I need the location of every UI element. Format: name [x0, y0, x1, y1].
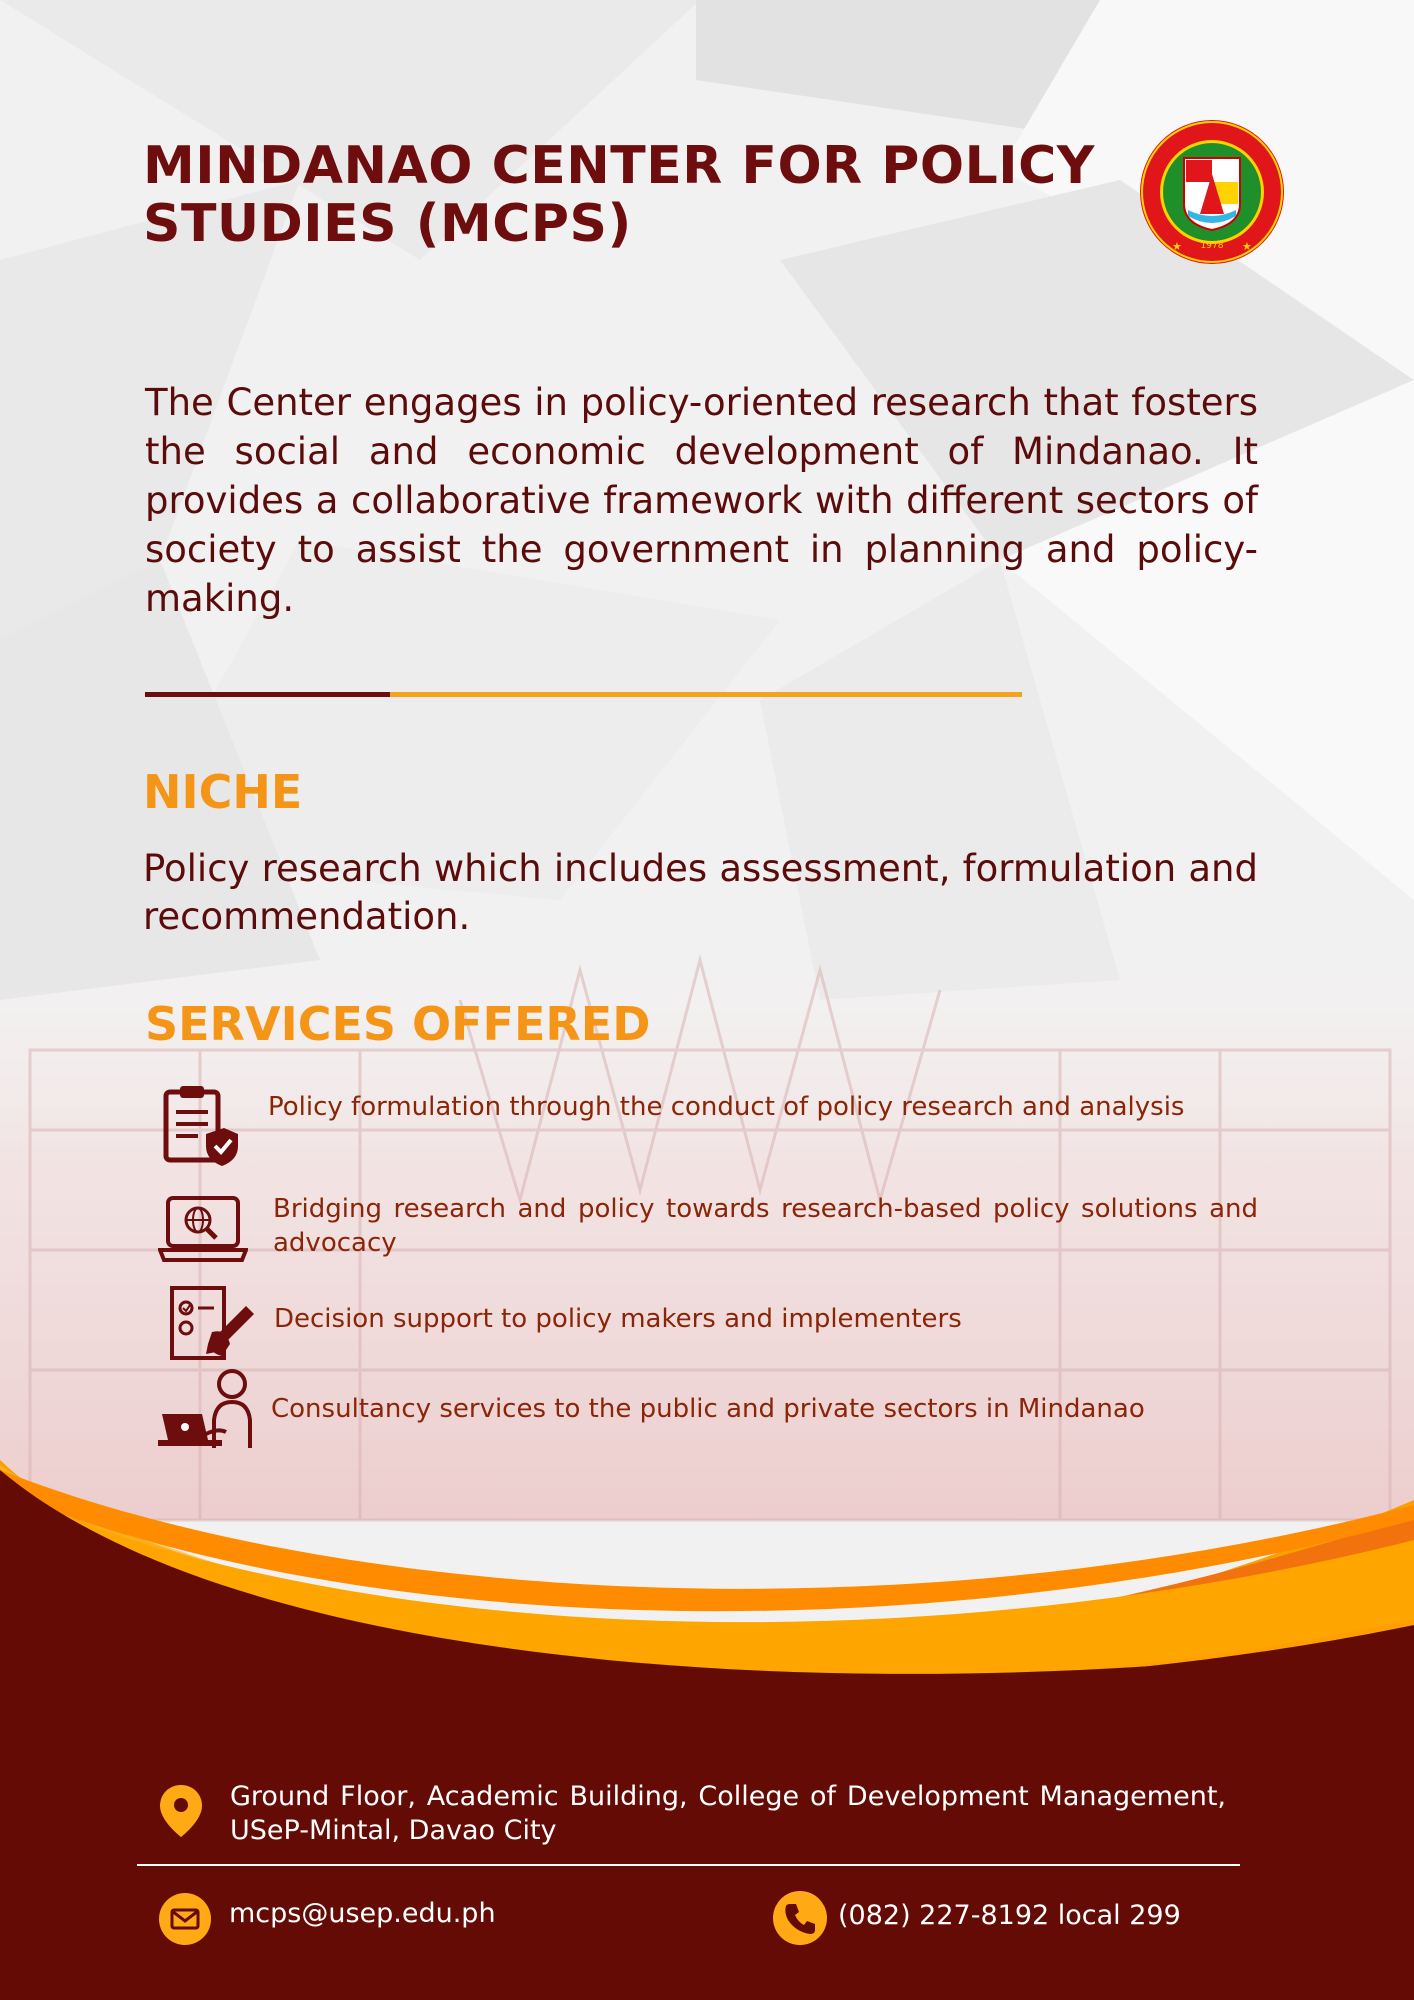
service-item	[0, 1368, 1414, 1452]
intro-paragraph: The Center engages in policy-oriented research that fosters the social and economic development of Mindanao. It provides a collaborative framework with different sectors of society to assist the government in planning and policy-making.	[145, 381, 1258, 620]
phone-icon	[772, 1890, 828, 1946]
footer-phone[interactable]: (082) 227-8192 local 299	[838, 1900, 1181, 1931]
service-text: Policy formulation through the conduct of policy research and analysis	[268, 1092, 1185, 1122]
location-pin-icon	[158, 1783, 204, 1839]
services-heading: SERVICES OFFERED	[145, 997, 651, 1051]
university-seal-icon	[1138, 118, 1286, 266]
seal-year: 1978	[1200, 241, 1224, 251]
consultant-laptop-icon	[156, 1368, 256, 1452]
service-text: Bridging research and policy towards research-based policy solutions and advocacy	[273, 1194, 1258, 1258]
email-icon	[158, 1892, 212, 1946]
svg-text:★: ★	[1172, 240, 1182, 253]
service-item	[0, 1188, 1414, 1278]
niche-text: Policy research which includes assessment, formulation and recommendation.	[143, 847, 1258, 938]
footer-email[interactable]: mcps@usep.edu.ph	[229, 1898, 496, 1929]
svg-text:★: ★	[1242, 240, 1252, 253]
footer-address: Ground Floor, Academic Building, College of Development Management, USeP-Mintal, Davao City	[230, 1781, 1226, 1846]
footer-divider	[137, 1864, 1240, 1866]
service-item	[0, 1282, 1414, 1366]
checklist-pen-icon	[168, 1284, 258, 1364]
clipboard-check-icon	[158, 1084, 242, 1168]
service-text: Decision support to policy makers and implementers	[274, 1304, 962, 1334]
page-title: MINDANAO CENTER FOR POLICY STUDIES (MCPS)	[143, 136, 1095, 254]
laptop-globe-search-icon	[158, 1194, 248, 1264]
service-item	[0, 1080, 1414, 1170]
service-text: Consultancy services to the public and private sectors in Mindanao	[271, 1394, 1145, 1424]
niche-heading: NICHE	[143, 765, 303, 819]
